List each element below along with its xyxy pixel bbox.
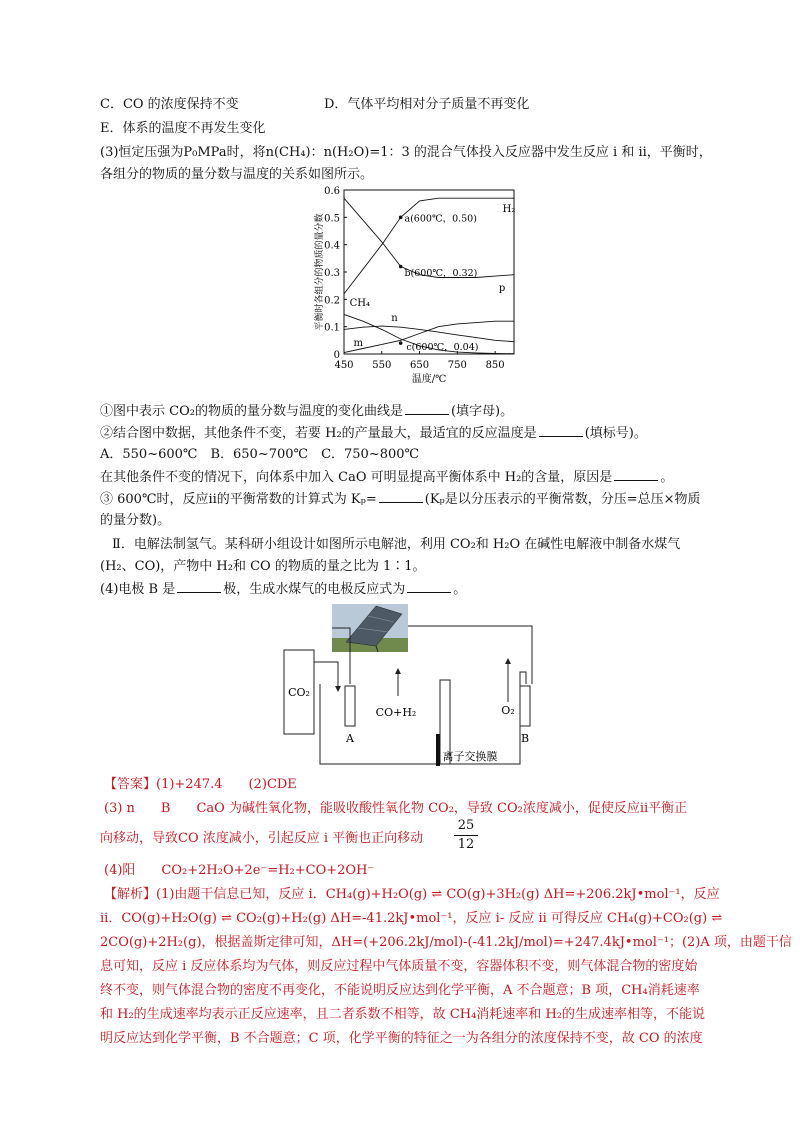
- answer-blank[interactable]: [407, 580, 451, 593]
- series-label: p: [498, 283, 506, 295]
- annotation-point: [399, 265, 403, 269]
- option-d: D．气体平均相对分子质量不再变化: [324, 97, 530, 112]
- series-label: CH₄: [349, 298, 371, 310]
- x-tick-label: 550: [372, 360, 392, 371]
- answer-line1: 【答案】(1)+247.4 (2)CDE: [104, 777, 297, 792]
- answer-line4: (4)阳 CO₂+2H₂O+2e⁻=H₂+CO+2OH⁻: [104, 863, 375, 878]
- membrane-label: 离子交换膜: [442, 750, 498, 763]
- part2-line2: (H₂、CO)，产物中 H₂和 CO 的物质的量之比为 1∶1。: [100, 559, 426, 574]
- q3-sub1-text: ①图中表示 CO₂的物质的量分数与温度的变化曲线是: [100, 404, 403, 419]
- series-line-n: [344, 326, 514, 342]
- annotation-label: a(600℃，0.50): [404, 213, 477, 225]
- q4: [100, 580, 466, 599]
- cell-svg: [280, 600, 560, 770]
- series-label: m: [353, 337, 363, 349]
- y-tick-label: 0.4: [324, 240, 340, 252]
- option-c-row: [100, 96, 530, 114]
- q3-sub3-text: ③ 600℃时，反应ⅱ的平衡常数的计算式为 Kₚ=: [100, 492, 377, 507]
- fraction-denominator: 12: [457, 837, 475, 852]
- kp-fraction: [454, 818, 478, 853]
- answer-blank[interactable]: [379, 490, 423, 503]
- q3-intro-2: 各组分的物质的量分数与温度的关系如图所示。: [100, 167, 374, 182]
- series-label: n: [391, 313, 398, 325]
- analysis-line3: 2CO(g)+2H₂(g)，根据盖斯定律可知，ΔH=(+206.2kJ/mol)-(-41.2kJ/mol)=+247.4kJ•mol⁻¹；(2)A 项，由题干信: [100, 935, 792, 950]
- co2-label: CO₂: [288, 686, 310, 699]
- option-c: C．CO 的浓度保持不变: [100, 97, 239, 112]
- y-tick-label: 0.3: [324, 268, 340, 279]
- annotation-label: b(600℃，0.32): [404, 268, 478, 279]
- product-label: CO+H₂: [375, 706, 417, 719]
- series-label: H₂: [502, 203, 516, 215]
- y-tick-label: 0.6: [324, 186, 340, 197]
- analysis-line7: 明反应达到化学平衡，B 不合题意；C 项，化学平衡的特征之一为各组分的浓度保持不变，故 CO 的浓度: [100, 1031, 703, 1046]
- part2-line1: Ⅱ．电解法制氢气。某科研小组设计如图所示电解池，利用 CO₂和 H₂O 在碱性电解液中制备水煤气: [112, 537, 681, 552]
- electrode-a-label: A: [346, 732, 354, 745]
- q3-cao-tail: 。: [660, 470, 674, 485]
- equilibrium-chart: [300, 182, 530, 397]
- analysis-line6: 和 H₂的生成速率均表示正反应速率，且二者系数不相等，故 CH₄消耗速率和 H₂的生成速率相等，不能说: [100, 1007, 705, 1022]
- option-e: E．体系的温度不再发生变化: [100, 121, 266, 136]
- x-tick-label: 850: [485, 360, 505, 371]
- q4-text: (4)电极 B 是: [100, 582, 176, 597]
- x-tick-label: 650: [410, 360, 430, 371]
- answer-blank[interactable]: [405, 402, 449, 415]
- y-tick-label: 0.1: [324, 322, 340, 334]
- analysis-line5: 终不变，则气体混合物的密度不再变化，不能说明反应达到化学平衡，A 不合题意；B 项，CH₄消耗速率: [100, 983, 700, 998]
- answer-line3: 向移动，导致CO 浓度减小，引起反应 i 平衡也正向移动: [100, 831, 424, 846]
- q3-cao-text: 在其他条件不变的情况下，向体系中加入 CaO 可明显提高平衡体系中 H₂的含量，原因是: [100, 470, 613, 485]
- y-tick-label: 0: [333, 350, 340, 361]
- q3-sub3: [100, 490, 701, 509]
- electrolysis-cell-diagram: [280, 600, 560, 770]
- o2-label: O₂: [501, 704, 515, 717]
- q3-intro-1: (3)恒定压强为P₀MPa时，将n(CH₄)：n(H₂O)=1：3 的混合气体投入反应器中发生反应 i 和 ii，平衡时，: [100, 145, 712, 160]
- x-axis-label: 温度/℃: [411, 374, 447, 385]
- q3-sub2-text: ②结合图中数据，其他条件不变，若要 H₂的产量最大，最适宜的反应温度是: [100, 426, 537, 441]
- q3-choices: A．550~600℃ B．650~700℃ C．750~800℃: [100, 447, 420, 462]
- analysis-line2: ii．CO(g)+H₂O(g) ⇌ CO₂(g)+H₂(g) ΔH=-41.2kJ•mol⁻¹，反应 i- 反应 ii 可得反应 CH₄(g)+CO₂(g) ⇌: [100, 911, 723, 926]
- y-axis-label: 平衡时各组分的物质的量分数: [315, 213, 325, 331]
- q4-mid: 极，生成水煤气的电极反应式为: [223, 582, 406, 597]
- fraction-numerator: 25: [457, 818, 475, 833]
- q3-sub1: [100, 402, 513, 421]
- annotation-point: [399, 341, 403, 345]
- electrode-b-label: B: [520, 732, 530, 745]
- answer-line2: (3) n B CaO 为碱性氧化物，能吸收酸性氧化物 CO₂，导致 CO₂浓度减小，促使反应ⅱ平衡正: [104, 801, 688, 816]
- answer-blank[interactable]: [614, 468, 658, 481]
- annotation-label: c(600℃，0.04): [406, 341, 479, 353]
- analysis-line1: 【解析】(1)由题干信息已知，反应 i．CH₄(g)+H₂O(g) ⇌ CO(g)+3H₂(g) ΔH=+206.2kJ•mol⁻¹，反应: [104, 887, 720, 902]
- q3-sub2-tail: (填标号)。: [584, 426, 647, 441]
- series-line-p: [344, 198, 514, 277]
- chart-svg: [300, 182, 530, 397]
- y-tick-label: 0.2: [324, 295, 340, 307]
- q4-tail: 。: [453, 582, 467, 597]
- q3-sub3-cont: 的量分数)。: [100, 513, 171, 528]
- answer-blank[interactable]: [177, 580, 221, 593]
- y-tick-label: 0.5: [324, 213, 340, 225]
- x-tick-label: 750: [447, 360, 467, 371]
- x-tick-label: 450: [334, 360, 354, 371]
- q3-sub1-tail: (填字母)。: [450, 404, 514, 419]
- q3-sub2: [100, 424, 647, 443]
- answer-blank[interactable]: [539, 424, 583, 437]
- q3-cao: [100, 468, 673, 487]
- analysis-line4: 息可知，反应 i 反应体系均为气体，则反应过程中气体质量不变，容器体积不变，则气体混合物的密度始: [100, 959, 698, 974]
- annotation-point: [399, 216, 403, 220]
- q3-sub3-tail: (Kₚ是以分压表示的平衡常数，分压=总压×物质: [424, 492, 701, 507]
